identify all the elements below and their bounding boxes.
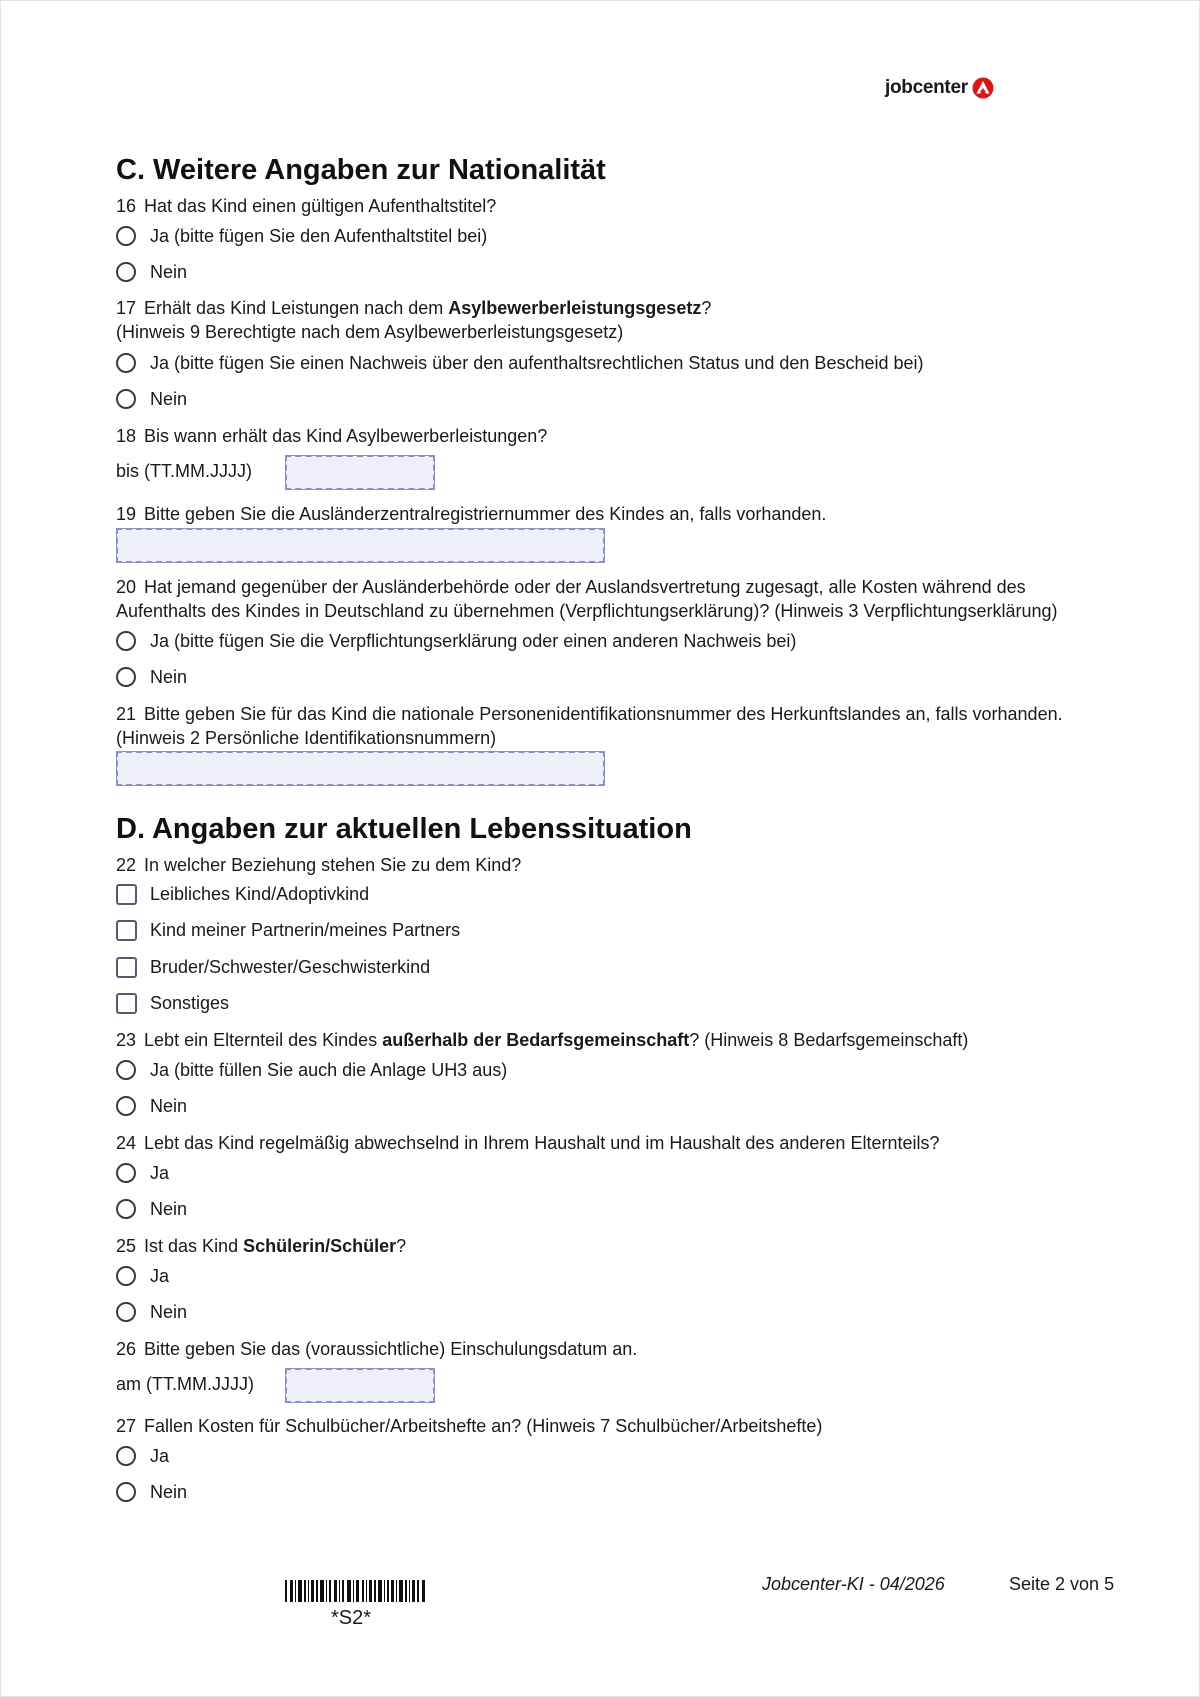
radio-button[interactable]: [116, 353, 136, 373]
logo-text: jobcenter: [885, 77, 968, 98]
form-id: Jobcenter-KI - 04/2026: [762, 1574, 945, 1594]
question-26: 26 Bitte geben Sie das (voraussichtliche) Einschulungsdatum an.: [116, 1339, 638, 1359]
q17-option-yes[interactable]: [116, 350, 924, 376]
q25-option-no[interactable]: [116, 1299, 187, 1325]
option-label: Ja: [150, 1162, 170, 1183]
option-label: Ja: [150, 1265, 170, 1286]
radio-button[interactable]: [116, 1482, 136, 1502]
q18-date-label: bis (TT.MM.JJJJ): [116, 461, 252, 481]
question-18: 18 Bis wann erhält das Kind Asylbewerberleistungen?: [116, 426, 548, 446]
option-label: Ja (bitte fügen Sie einen Nachweis über den aufenthaltsrechtlichen Status und den Bescheid bei): [150, 352, 924, 373]
radio-button[interactable]: [116, 262, 136, 282]
q21-hint: (Hinweis 2 Persönliche Identifikationsnummern): [116, 728, 497, 748]
question-number: 16: [116, 196, 137, 216]
option-label: Nein: [150, 261, 188, 282]
q23-option-yes[interactable]: [116, 1057, 507, 1083]
barcode-label: *S2*: [331, 1607, 372, 1629]
radio-button[interactable]: [116, 667, 136, 687]
question-25: 25 Ist das Kind Schülerin/Schüler?: [116, 1236, 407, 1256]
q17-hint: (Hinweis 9 Berechtigte nach dem Asylbewerberleistungsgesetz): [116, 322, 624, 342]
question-21: 21 Bitte geben Sie für das Kind die nationale Personenidentifikationsnummer des Herkunftslandes an, falls vorhanden.: [116, 704, 1063, 724]
radio-button[interactable]: [116, 389, 136, 409]
option-label: Nein: [150, 666, 188, 687]
radio-button[interactable]: [116, 631, 136, 651]
q27-option-no[interactable]: [116, 1479, 187, 1505]
q26-date-label: am (TT.MM.JJJJ): [116, 1374, 254, 1394]
radio-button[interactable]: [116, 1446, 136, 1466]
option-label: Nein: [150, 1481, 188, 1502]
azr-number-input[interactable]: [116, 528, 605, 563]
question-22: 22 In welcher Beziehung stehen Sie zu dem Kind?: [116, 855, 522, 875]
jobcenter-logo-icon: [972, 77, 994, 99]
option-label: Bruder/Schwester/Geschwisterkind: [150, 956, 431, 977]
question-27: 27 Fallen Kosten für Schulbücher/Arbeitshefte an? (Hinweis 7 Schulbücher/Arbeitshefte): [116, 1416, 823, 1436]
q27-option-yes[interactable]: [116, 1443, 169, 1469]
option-label: Kind meiner Partnerin/meines Partners: [150, 919, 461, 940]
option-label: Ja (bitte fügen Sie die Verpflichtungserklärung oder einen anderen Nachweis bei): [150, 630, 797, 651]
option-label: Leibliches Kind/Adoptivkind: [150, 883, 370, 904]
q24-option-yes[interactable]: [116, 1160, 169, 1186]
radio-button[interactable]: [116, 1266, 136, 1286]
jobcenter-logo: [885, 77, 994, 99]
checkbox[interactable]: [116, 920, 137, 941]
question-23: 23 Lebt ein Elternteil des Kindes außerhalb der Bedarfsgemeinschaft? (Hinweis 8 Bedarfsgemeinschaft): [116, 1030, 969, 1050]
barcode-icon: [285, 1580, 425, 1602]
question-17: 17 Erhält das Kind Leistungen nach dem Asylbewerberleistungsgesetz?: [116, 298, 712, 318]
q22-option-sibling[interactable]: [116, 954, 430, 980]
option-label: Nein: [150, 1301, 188, 1322]
option-label: Ja (bitte fügen Sie den Aufenthaltstitel bei): [150, 225, 488, 246]
checkbox[interactable]: [116, 957, 137, 978]
q22-option-other[interactable]: [116, 990, 229, 1016]
q22-option-partner-child[interactable]: [116, 917, 460, 943]
q16-option-no[interactable]: [116, 259, 187, 285]
q20-option-yes[interactable]: [116, 628, 796, 654]
page-number: Seite 2 von 5: [1009, 1574, 1115, 1594]
option-label: Nein: [150, 1198, 188, 1219]
q24-option-no[interactable]: [116, 1196, 187, 1222]
section-c-title: C. Weitere Angaben zur Nationalität: [116, 154, 606, 186]
q16-option-yes[interactable]: [116, 223, 487, 249]
q26-date-input[interactable]: [285, 1368, 435, 1403]
option-label: Ja (bitte füllen Sie auch die Anlage UH3 aus): [150, 1059, 508, 1080]
q18-date-input[interactable]: [285, 455, 435, 490]
question-20: 20 Hat jemand gegenüber der Ausländerbehörde oder der Auslandsvertretung zugesagt, alle Kosten während des: [116, 577, 1026, 597]
q17-option-no[interactable]: [116, 386, 187, 412]
option-label: Sonstiges: [150, 992, 230, 1013]
radio-button[interactable]: [116, 1096, 136, 1116]
radio-button[interactable]: [116, 226, 136, 246]
radio-button[interactable]: [116, 1163, 136, 1183]
question-20-line2: Aufenthalts des Kindes in Deutschland zu übernehmen (Verpflichtungserklärung)? (Hinweis 3 Verpflichtungserklärung): [116, 601, 1058, 621]
section-d-title: D. Angaben zur aktuellen Lebenssituation: [116, 813, 692, 845]
q20-option-no[interactable]: [116, 664, 187, 690]
q22-option-biological-child[interactable]: [116, 881, 369, 907]
question-24: 24 Lebt das Kind regelmäßig abwechselnd in Ihrem Haushalt und im Haushalt des anderen Elternteils?: [116, 1133, 940, 1153]
checkbox[interactable]: [116, 884, 137, 905]
radio-button[interactable]: [116, 1199, 136, 1219]
radio-button[interactable]: [116, 1060, 136, 1080]
option-label: Nein: [150, 1095, 188, 1116]
checkbox[interactable]: [116, 993, 137, 1014]
question-19: 19 Bitte geben Sie die Ausländerzentralregistriernummer des Kindes an, falls vorhanden.: [116, 504, 827, 524]
q23-option-no[interactable]: [116, 1093, 187, 1119]
option-label: Ja: [150, 1445, 170, 1466]
radio-button[interactable]: [116, 1302, 136, 1322]
question-text: Hat das Kind einen gültigen Aufenthaltstitel?: [144, 196, 497, 216]
national-id-input[interactable]: [116, 751, 605, 786]
option-label: Nein: [150, 388, 188, 409]
q25-option-yes[interactable]: [116, 1263, 169, 1289]
question-16: [116, 194, 496, 218]
